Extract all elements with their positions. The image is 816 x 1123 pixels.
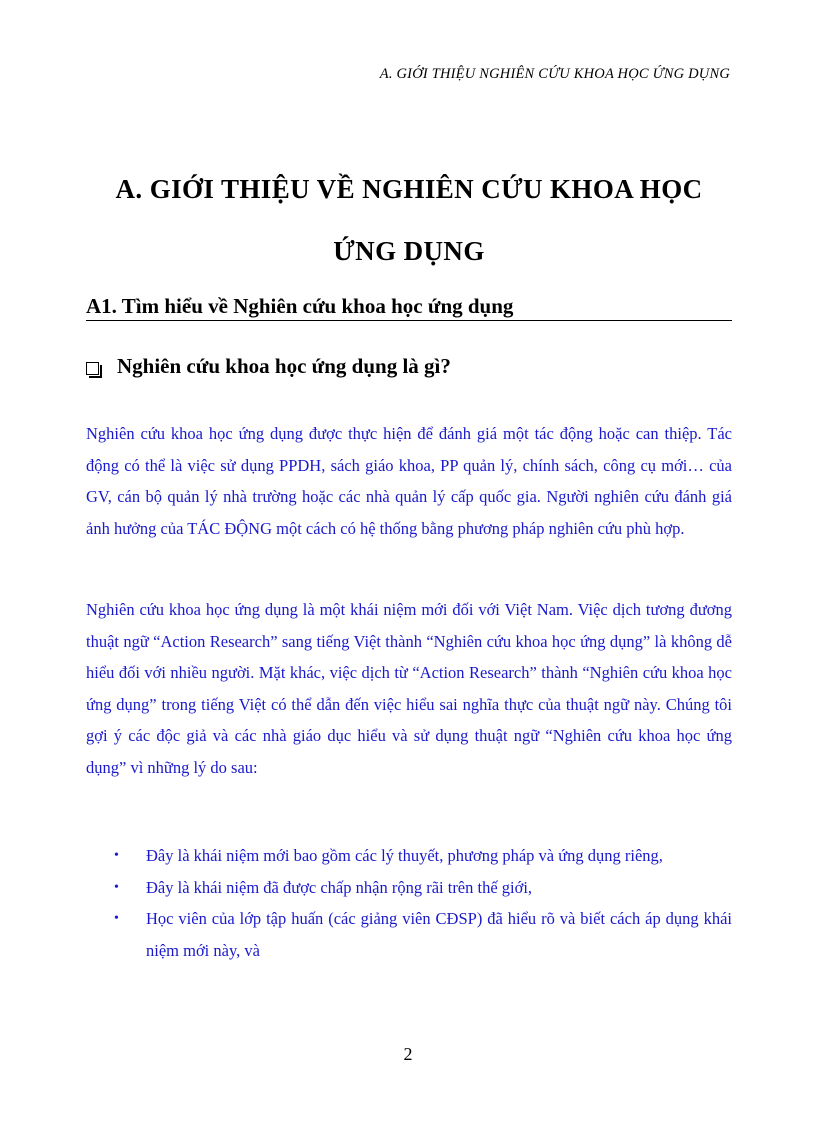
paragraph-1: Nghiên cứu khoa học ứng dụng được thực hiện để đánh giá một tác động hoặc can thiệp. Tác động có thể là việc sử dụng PPDH, sách giáo khoa, PP quản lý, chính sách, công cụ mới… của GV, cán bộ quản lý nhà trường hoặc các nhà quản lý cấp quốc gia. Người nghiên cứu đánh giá ảnh hưởng của TÁC ĐỘNG một cách có hệ thống bằng phương pháp nghiên cứu phù hợp. bbox=[86, 424, 732, 538]
list-item-text: Đây là khái niệm mới bao gồm các lý thuyết, phương pháp và ứng dụng riêng, bbox=[146, 846, 663, 865]
list-item bbox=[86, 903, 732, 966]
page-title-line-2: ỨNG DỤNG bbox=[333, 236, 485, 266]
bullet-icon: • bbox=[114, 848, 119, 863]
bullet-icon: • bbox=[114, 911, 119, 926]
subsection-heading bbox=[86, 354, 451, 379]
subsection-heading-text: Nghiên cứu khoa học ứng dụng là gì? bbox=[117, 354, 451, 378]
paragraph-2: Nghiên cứu khoa học ứng dụng là một khái niệm mới đối với Việt Nam. Việc dịch tương đương thuật ngữ “Action Research” sang tiếng Việt thành “Nghiên cứu khoa học ứng dụng” là không dễ hiểu đối với nhiều người. Mặt khác, việc dịch từ “Action Research” thành “Nghiên cứu khoa học ứng dụng” trong tiếng Việt có thể dẫn đến việc hiểu sai nghĩa thực của thuật ngữ này. Chúng tôi gợi ý các độc giả và các nhà giáo dục hiểu và sử dụng thuật ngữ “Nghiên cứu khoa học ứng dụng” vì những lý do sau: bbox=[86, 600, 732, 777]
bullet-list bbox=[86, 840, 732, 966]
list-item bbox=[86, 840, 732, 872]
checkbox-icon bbox=[86, 362, 100, 376]
bullet-icon: • bbox=[114, 879, 119, 895]
page-title-line-1: A. GIỚI THIỆU VỀ NGHIÊN CỨU KHOA HỌC bbox=[115, 174, 703, 204]
list-item bbox=[86, 872, 732, 904]
list-item-text: Học viên của lớp tập huấn (các giảng viên CĐSP) đã hiểu rõ và biết cách áp dụng khái niệm mới này, và bbox=[146, 909, 732, 960]
running-header: A. GIỚI THIỆU NGHIÊN CỨU KHOA HỌC ỨNG DỤNG bbox=[379, 66, 730, 82]
page-number: 2 bbox=[403, 1044, 413, 1064]
section-heading: A1. Tìm hiểu về Nghiên cứu khoa học ứng dụng bbox=[86, 292, 732, 321]
list-item-text: Đây là khái niệm đã được chấp nhận rộng rãi trên thế giới, bbox=[146, 877, 533, 897]
page-title bbox=[86, 158, 732, 282]
